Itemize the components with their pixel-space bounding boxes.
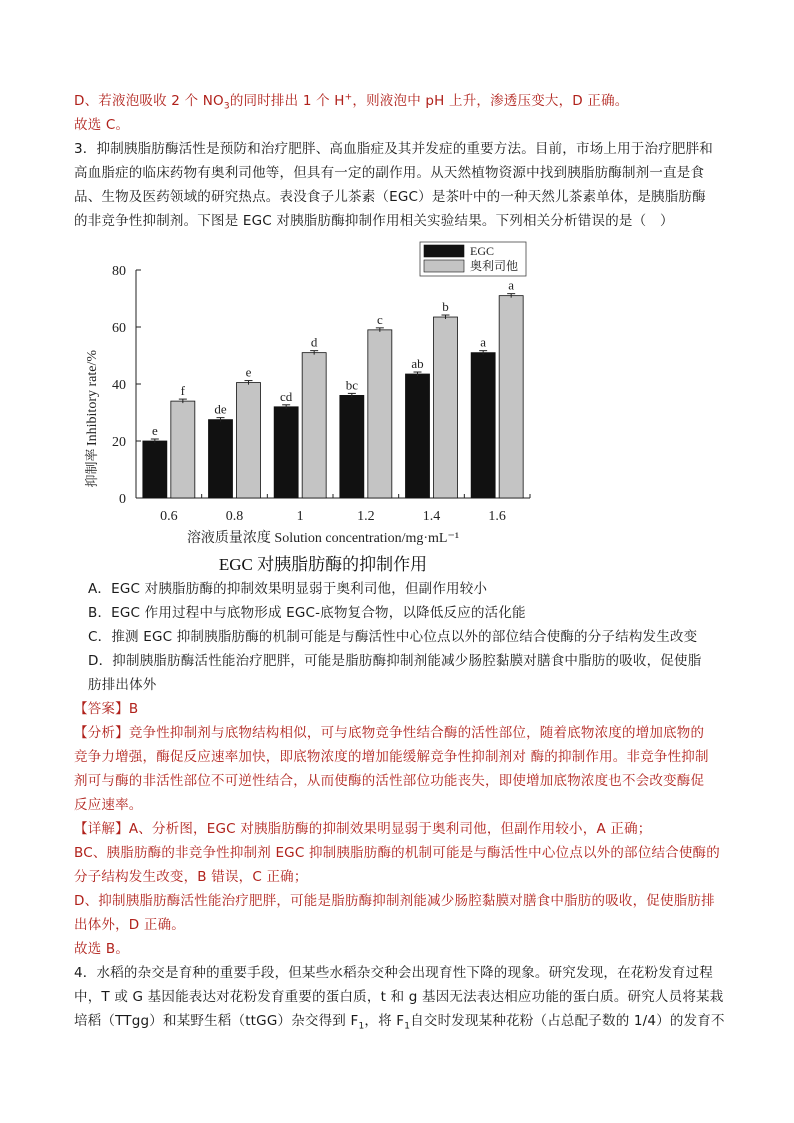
prev-option-d: D、若液泡吸收 2 个 $NO_3$的同时排出 1 个 H+，则液泡中 pH 上升，渗透压变大，D 正确。 (74, 92, 629, 112)
option-d: D．抑制胰脂肪酶活性能治疗肥胖，可能是脂肪酶抑制剂能减少肠腔黏膜对膳食中脂肪的吸收，促使脂 (88, 653, 702, 669)
option-a: A．EGC 对胰脂肪酶的抑制效果明显弱于奥利司他，但副作用较小 (88, 581, 488, 597)
analysis-tag: 【分析】 (74, 725, 129, 741)
question-4-stem: 培稻（TTgg）和某野生稻（ttGG）杂交得到 $F_1$，将 $F_1$自交时发现某种花粉（占总配子数的 1/4）的发育不 (74, 1013, 725, 1032)
answer-line (74, 698, 724, 720)
x-tick-label: 1.6 (488, 509, 506, 524)
significance-label: e (245, 364, 252, 380)
chart-svg (74, 240, 534, 580)
y-tick-label: 0 (119, 492, 126, 507)
option-b: B．EGC 作用过程中与底物形成 EGC-底物复合物，以降低反应的活化能 (88, 605, 526, 621)
question-3-stem: 的非竞争性抑制剂。下图是 EGC 对胰脂肪酶抑制作用相关实验结果。下列相关分析错误的是（ ） (74, 213, 674, 229)
prev-answer: 故选 C。 (74, 117, 130, 133)
x-tick-label: 1.2 (357, 509, 375, 524)
significance-label: c (376, 311, 383, 327)
significance-label: d (310, 334, 318, 350)
significance-label: a (480, 334, 487, 350)
option-c: C．推测 EGC 抑制胰脂肪酶的机制可能是与酶活性中心位点以外的部位结合使酶的分子结构发生改变 (88, 629, 698, 645)
legend-swatch (424, 245, 464, 257)
bar-egc (406, 374, 430, 498)
legend-label: EGC (470, 244, 494, 258)
detail-line: BC、胰脂肪酶的非竞争性抑制剂 EGC 抑制胰脂肪酶的机制可能是与酶活性中心位点以外的部位结合使酶的 (74, 845, 720, 861)
question-3-stem: 品、生物及医药领域的研究热点。表没食子儿茶素（EGC）是茶叶中的一种天然儿茶素单体，是胰脂肪酶 (74, 189, 706, 205)
option-d: 肪排出体外 (88, 677, 157, 693)
bar-orlistat (499, 296, 523, 498)
bar-orlistat (368, 330, 392, 498)
y-axis-label: Inhibitory rate/% (85, 349, 100, 447)
analysis-line: 剂可与酶的非活性部位不可逆性结合，从而使酶的活性部位功能丧失，即使增加底物浓度也不会改变酶促 (74, 773, 705, 789)
analysis-line: 竞争力增强，酶促反应速率加快，即底物浓度的增加能缓解竞争性抑制剂对 酶的抑制作用。非竞争性抑制 (74, 749, 709, 765)
significance-label: cd (280, 388, 293, 404)
answer-value: B (128, 701, 139, 717)
detail-line: 分子结构发生改变，B 错误，C 正确； (74, 869, 308, 885)
bar-egc (471, 353, 495, 498)
x-axis-label: 溶液质量浓度 Solution concentration/mg·mL⁻¹ (186, 531, 460, 546)
answer-tag: 【答案】 (74, 701, 129, 717)
chart-title: EGC 对胰脂肪酶的抑制作用 (218, 555, 428, 574)
significance-label: ab (411, 356, 424, 372)
detail-line: D、抑制胰脂肪酶活性能治疗肥胖，可能是脂肪酶抑制剂能减少肠腔黏膜对膳食中脂肪的吸收，促使脂肪排 (74, 893, 715, 909)
y-tick-label: 80 (112, 264, 126, 279)
question-3-stem: 3．抑制胰脂肪酶活性是预防和治疗肥胖、高血脂症及其并发症的重要方法。目前，市场上用于治疗肥胖和 (74, 141, 713, 157)
y-tick-label: 60 (112, 321, 126, 336)
bar-egc (209, 420, 233, 498)
detail-tag: 【详解】 (74, 821, 129, 837)
significance-label: de (214, 401, 227, 417)
significance-label: f (180, 383, 186, 399)
question-3-stem: 高血脂症的临床药物有奥利司他等，但具有一定的副作用。从天然植物资源中找到胰脂肪酶制剂一直是食 (74, 165, 705, 181)
legend-swatch (424, 260, 464, 272)
y-axis-label-cn: 抑制率 (84, 448, 99, 488)
question-4-stem: 中，T 或 G 基因能表达对花粉发育重要的蛋白质，t 和 g 基因无法表达相应功能的蛋白质。研究人员将某栽 (74, 989, 724, 1005)
x-tick-label: 0.8 (225, 509, 244, 524)
detail-line: 出体外，D 正确。 (74, 917, 185, 933)
bar-egc (340, 395, 364, 498)
question-4-stem: 4．水稻的杂交是育种的重要手段，但某些水稻杂交种会出现育性下降的现象。研究发现，在花粉发育过程 (74, 965, 713, 981)
y-tick-label: 40 (112, 378, 126, 393)
y-tick-label: 20 (112, 435, 126, 450)
bar-orlistat (434, 317, 458, 498)
bar-orlistat (302, 353, 326, 498)
significance-label: b (442, 299, 449, 315)
significance-label: a (508, 277, 515, 293)
significance-label: bc (345, 377, 358, 393)
bar-orlistat (171, 401, 195, 498)
significance-label: e (151, 423, 158, 438)
legend-label: 奥利司他 (470, 259, 519, 273)
egc-inhibition-chart (74, 240, 534, 580)
detail-line: 【详解】A、分析图，EGC 对胰脂肪酶的抑制效果明显弱于奥利司他，但副作用较小，A 正确； (74, 821, 652, 837)
bar-orlistat (237, 383, 261, 498)
x-tick-label: 0.6 (160, 509, 178, 524)
analysis-line: 反应速率。 (74, 797, 143, 813)
bar-egc (274, 407, 298, 498)
x-tick-label: 1 (296, 509, 304, 524)
x-tick-label: 1.4 (422, 509, 441, 524)
analysis-line: 【分析】竞争性抑制剂与底物结构相似，可与底物竞争性结合酶的活性部位，随着底物浓度的增加底物的 (74, 725, 705, 741)
final-answer: 故选 B。 (74, 941, 130, 957)
bar-egc (143, 441, 167, 498)
